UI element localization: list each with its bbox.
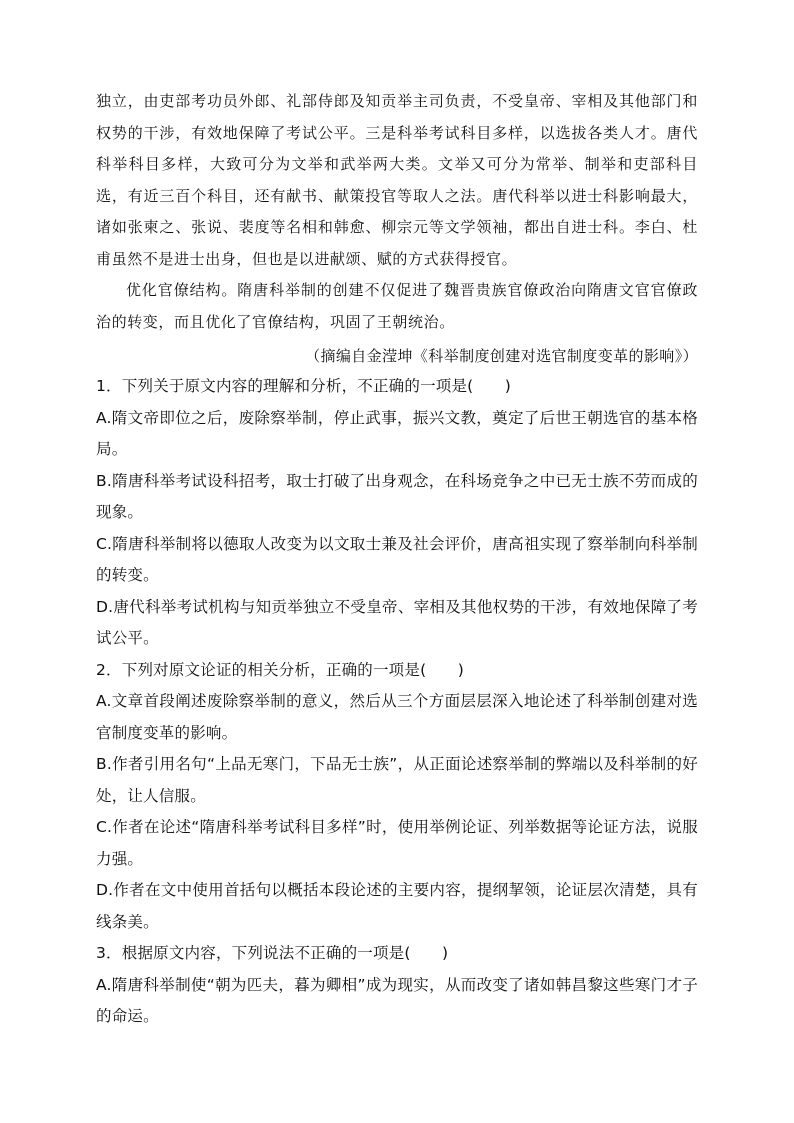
passage-paragraph-2: 优化官僚结构。隋唐科举制的创建不仅促进了魏晋贵族官僚政治向隋唐文官官僚政治的转变，而且优化了官僚结构，巩固了王朝统治。 <box>96 281 698 331</box>
question-1 <box>96 371 698 655</box>
option-b: B.作者引用名句“上品无寒门，下品无士族”，从正面论述察举制的弊端以及科举制的好处，让人信服。 <box>96 755 698 805</box>
question-3 <box>96 938 698 1033</box>
question-stem: 3．根据原文内容，下列说法不正确的一项是( ) <box>96 944 449 962</box>
option-b: B.隋唐科举考试设科招考，取士打破了出身观念，在科场竞争之中已无士族不劳而成的现象。 <box>96 471 698 521</box>
option-d: D.作者在文中使用首括句以概括本段论述的主要内容，提纲挈领，论证层次清楚，具有线条美。 <box>96 881 698 931</box>
passage-source-citation: （摘编自金滢坤《科举制度创建对选官制度变革的影响》） <box>305 347 698 365</box>
option-a: A.文章首段阐述废除察举制的意义，然后从三个方面层层深入地论述了科举制创建对选官制度变革的影响。 <box>96 692 698 742</box>
option-a: A.隋文帝即位之后，废除察举制，停止武事，振兴文教，奠定了后世王朝选官的基本格局。 <box>96 408 698 458</box>
question-stem: 2．下列对原文论证的相关分析，正确的一项是( ) <box>96 660 464 679</box>
option-a: A.隋唐科举制使“朝为匹夫，暮为卿相”成为现实，从而改变了诸如韩昌黎这些寒门才子的命运。 <box>96 975 698 1025</box>
question-2 <box>96 655 698 939</box>
option-c: C.隋唐科举制将以德取人改变为以文取士兼及社会评价，唐高祖实现了察举制向科举制的转变。 <box>96 534 698 584</box>
reading-passage <box>96 86 698 338</box>
option-d: D.唐代科举考试机构与知贡举独立不受皇帝、宰相及其他权势的干涉，有效地保障了考试公平。 <box>96 597 698 647</box>
question-list <box>96 371 698 1033</box>
passage-paragraph-1: 独立，由吏部考功员外郎、礼部侍郎及知贡举主司负责，不受皇帝、宰相及其他部门和权势的干涉，有效地保障了考试公平。三是科举考试科目多样，以选拔各类人才。唐代科举科目多样，大致可分为文举和武举两大类。文举又可分为常举、制举和吏部科目选，有近三百个科目，还有献书、献策投官等取人之法。唐代科举以进士科影响最大，诸如张柬之、张说、裴度等名相和韩愈、柳宗元等文学领袖，都出自进士科。李白、杜甫虽然不是进士出身，但也是以进献颂、赋的方式获得授官。 <box>96 92 698 268</box>
question-stem: 1．下列关于原文内容的理解和分析，不正确的一项是( ) <box>96 377 512 395</box>
option-c: C.作者在论述“隋唐科举考试科目多样”时，使用举例论证、列举数据等论证方法，说服力强。 <box>96 818 698 868</box>
